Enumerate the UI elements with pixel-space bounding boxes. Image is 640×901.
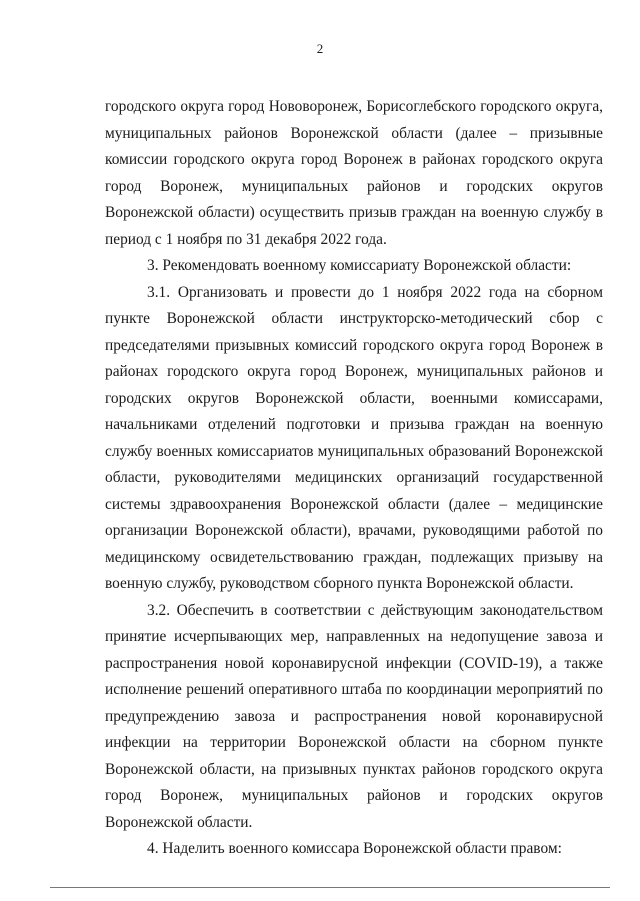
document-body: [105, 94, 603, 863]
paragraph-continuation: городского округа город Нововоронеж, Борисоглебского городского округа, муниципальных районов Воронежской области (далее – призывные комиссии городского округа город Воронеж в районах городского округа город Воронеж, муниципальных районов и городских округов Воронежской области) осуществить призыв граждан на военную службу в период с 1 ноября по 31 декабря 2022 года.: [105, 98, 603, 248]
paragraph-item-3: 3. Рекомендовать военному комиссариату Воронежской области:: [147, 257, 572, 274]
paragraph-item-3-1: 3.1. Организовать и провести до 1 ноября 2022 года на сборном пункте Воронежской области инструкторско-методический сбор с председателями призывных комиссий городского округа город Воронеж в районах городского округа город Воронеж, муниципальных районов и городских округов Воронежской области, военными комиссарами, начальниками отделений подготовки и призыва граждан на военную службу военных комиссариатов муниципальных образований Воронежской области, руководителями медицинских организаций государственной системы здравоохранения Воронежской области (далее – медицинские организации Воронежской области), врачами, руководящими работой по медицинскому освидетельствованию граждан, подлежащих призыву на военную службу, руководством сборного пункта Воронежской области.: [105, 283, 603, 592]
page-number: 2: [316, 41, 324, 56]
bottom-divider: [50, 887, 610, 888]
paragraph-item-3-2: 3.2. Обеспечить в соответствии с действующим законодательством принятие исчерпывающих мер, направленных на недопущение завоза и распространения новой коронавирусной инфекции (COVID-19), а также исполнение решений оперативного штаба по координации мероприятий по предупреждению завоза и распространения новой коронавирусной инфекции на территории Воронежской области на сборном пункте Воронежской области, на призывных пунктах районов городского округа город Воронеж, муниципальных районов и городских округов Воронежской области.: [105, 601, 603, 831]
paragraph-item-4: 4. Наделить военного комиссара Воронежской области правом:: [147, 840, 562, 857]
